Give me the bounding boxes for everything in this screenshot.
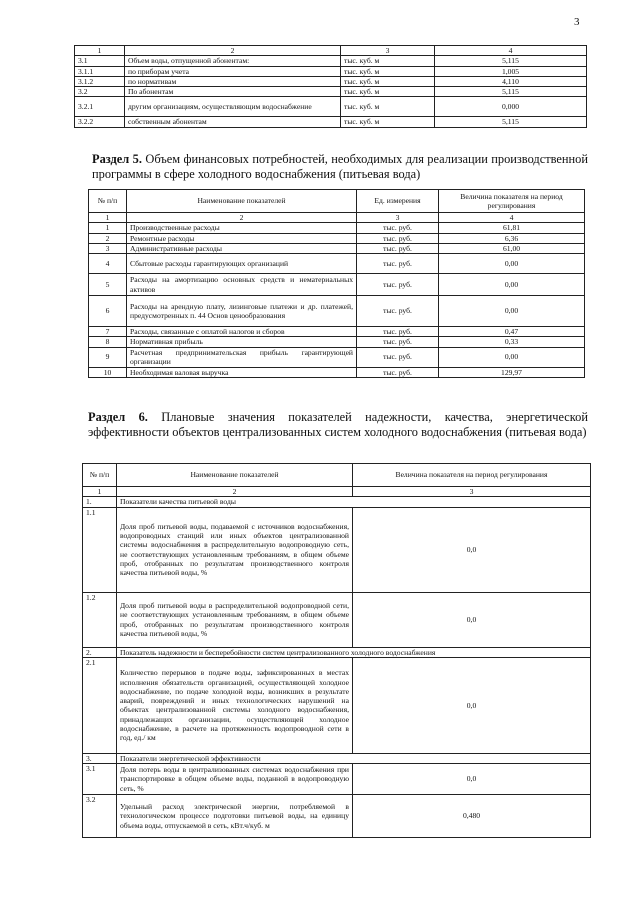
row-number: 1 [89, 223, 127, 233]
row-name: Сбытовые расходы гарантирующих организаций [127, 254, 357, 274]
row-value: 0,0 [353, 657, 591, 753]
row-value: 6,36 [439, 233, 585, 243]
table-row [89, 367, 585, 377]
row-number: 3.2.1 [75, 97, 125, 117]
table-row [75, 56, 587, 66]
row-name: Производственные расходы [127, 223, 357, 233]
row-number: 1.2 [83, 592, 117, 647]
row-number: 9 [89, 347, 127, 367]
table-cell: 3 [341, 46, 435, 56]
row-name: другим организациям, осуществляющим водоснабжение [125, 97, 341, 117]
row-name: Объем воды, отпущенной абонентам: [125, 56, 341, 66]
row-number: 10 [89, 367, 127, 377]
row-name: Доля проб питьевой воды, подаваемой с источников водоснабжения, водопроводных станций или иных объектов централизованной системы водоснабжения в распределительную водопроводную сеть, не соответствующих установленным требованиям, в общем объеме проб, отобранных по результатам производственного контроля качества питьевой воды, % [117, 507, 353, 592]
table-index-row [89, 213, 585, 223]
column-header: Величина показателя на период регулирования [353, 464, 591, 487]
financial-needs-table [88, 189, 585, 378]
row-unit: тыс. куб. м [341, 56, 435, 66]
table-row [89, 254, 585, 274]
row-unit: тыс. куб. м [341, 117, 435, 127]
table-cell: 3 [353, 487, 591, 497]
row-value: 5,115 [435, 117, 587, 127]
row-unit: тыс. куб. м [341, 97, 435, 117]
group-title: Показатель надежности и бесперебойности систем централизованного холодного водоснабжения [117, 647, 591, 657]
water-volume-table [74, 45, 587, 128]
table-row [83, 507, 591, 592]
row-name: Расходы на амортизацию основных средств и нематериальных активов [127, 274, 357, 296]
table-cell: 2 [125, 46, 341, 56]
row-number: 3 [89, 243, 127, 253]
row-unit: тыс. руб. [357, 296, 439, 327]
row-number: 1.1 [83, 507, 117, 592]
row-value: 4,110 [435, 76, 587, 86]
row-name: по приборам учета [125, 66, 341, 76]
section-6-label: Раздел 6. [88, 410, 148, 424]
table-cell: 2 [127, 213, 357, 223]
table-row [75, 76, 587, 86]
table-cell: 2 [117, 487, 353, 497]
row-number: 2. [83, 647, 117, 657]
row-name: Расчетная предпринимательская прибыль гарантирующей организации [127, 347, 357, 367]
row-value: 1,005 [435, 66, 587, 76]
column-header: Наименование показателей [127, 190, 357, 213]
table-row [89, 223, 585, 233]
table-cell: 4 [435, 46, 587, 56]
row-name: Расходы, связанные с оплатой налогов и сборов [127, 327, 357, 337]
row-unit: тыс. руб. [357, 367, 439, 377]
column-header: Ед. измерения [357, 190, 439, 213]
row-value: 0,00 [439, 254, 585, 274]
row-name: Нормативная прибыль [127, 337, 357, 347]
column-header: № п/п [83, 464, 117, 487]
table-row [89, 274, 585, 296]
row-number: 3.1 [75, 56, 125, 66]
row-value: 0,0 [353, 592, 591, 647]
page-number: 3 [574, 16, 580, 28]
row-number: 3.1 [83, 764, 117, 795]
section-5-label: Раздел 5. [92, 152, 142, 166]
row-value: 5,115 [435, 56, 587, 66]
table-row [83, 657, 591, 753]
reliability-indicators-table [82, 463, 591, 838]
table-header-row [83, 464, 591, 487]
row-number: 2 [89, 233, 127, 243]
column-header: Величина показателя на период регулирования [439, 190, 585, 213]
row-number: 3.2 [75, 87, 125, 97]
section-5-title: Объем финансовых потребностей, необходимых для реализации производственной программы в сфере холодного водоснабжения (питьевая вода) [92, 152, 588, 181]
row-unit: тыс. куб. м [341, 87, 435, 97]
row-value: 129,97 [439, 367, 585, 377]
table-group-row [83, 647, 591, 657]
row-number: 7 [89, 327, 127, 337]
row-name: Удельный расход электрической энергии, потребляемой в технологическом процессе подготовки питьевой воды, на единицу объема воды, отпускаемой в сеть, кВт.ч/куб. м [117, 795, 353, 838]
table-row [75, 66, 587, 76]
table-row [89, 233, 585, 243]
table-cell: 4 [439, 213, 585, 223]
row-value: 0,0 [353, 764, 591, 795]
row-number: 3.2.2 [75, 117, 125, 127]
row-number: 2.1 [83, 657, 117, 753]
table-header-row [89, 190, 585, 213]
row-number: 3.1.1 [75, 66, 125, 76]
table-row [89, 296, 585, 327]
row-name: Необходимая валовая выручка [127, 367, 357, 377]
table-row [75, 97, 587, 117]
row-name: По абонентам [125, 87, 341, 97]
row-name: Расходы на арендную плату, лизинговые платежи и др. платежей, предусмотренных п. 44 Основ ценообразования [127, 296, 357, 327]
table-row [75, 87, 587, 97]
row-number: 3.1.2 [75, 76, 125, 86]
row-unit: тыс. руб. [357, 347, 439, 367]
group-title: Показатели качества питьевой воды [117, 497, 591, 507]
table-cell: 1 [89, 213, 127, 223]
row-unit: тыс. руб. [357, 254, 439, 274]
row-unit: тыс. руб. [357, 223, 439, 233]
table-row [75, 117, 587, 127]
table-cell: 1 [83, 487, 117, 497]
row-value: 0,000 [435, 97, 587, 117]
table-index-row [75, 46, 587, 56]
row-unit: тыс. руб. [357, 274, 439, 296]
table-row [89, 243, 585, 253]
row-value: 0,47 [439, 327, 585, 337]
row-unit: тыс. руб. [357, 327, 439, 337]
row-value: 0,33 [439, 337, 585, 347]
table-cell: 1 [75, 46, 125, 56]
row-number: 3.2 [83, 795, 117, 838]
row-number: 3. [83, 753, 117, 763]
table-index-row [83, 487, 591, 497]
row-number: 8 [89, 337, 127, 347]
row-name: Доля потерь воды в централизованных системах водоснабжения при транспортировке в общем объеме воды, поданной в водопроводную сеть, % [117, 764, 353, 795]
row-name: по нормативам [125, 76, 341, 86]
section-5-heading [92, 152, 588, 182]
row-value: 0,00 [439, 347, 585, 367]
row-value: 61,00 [439, 243, 585, 253]
table-row [89, 347, 585, 367]
row-value: 0,0 [353, 507, 591, 592]
row-name: собственным абонентам [125, 117, 341, 127]
row-name: Административные расходы [127, 243, 357, 253]
row-unit: тыс. руб. [357, 337, 439, 347]
table-row [83, 764, 591, 795]
row-number: 6 [89, 296, 127, 327]
table-row [83, 795, 591, 838]
row-value: 0,00 [439, 274, 585, 296]
row-unit: тыс. руб. [357, 243, 439, 253]
group-title: Показатели энергетической эффективности [117, 753, 591, 763]
table-row [89, 327, 585, 337]
table-group-row [83, 753, 591, 763]
row-name: Ремонтные расходы [127, 233, 357, 243]
row-value: 61,81 [439, 223, 585, 233]
section-6-title: Плановые значения показателей надежности, качества, энергетической эффективности объектов централизованных систем холодного водоснабжения (питьевая вода) [88, 410, 588, 439]
column-header: Наименование показателей [117, 464, 353, 487]
table-row [89, 337, 585, 347]
table-row [83, 592, 591, 647]
row-name: Количество перерывов в подаче воды, зафиксированных в местах исполнения обязательств организацией, осуществляющей холодное водоснабжение, по подаче холодной воды, возникших в результате аварий, повреждений и иных технологических нарушений на объектах централизованной системы холодного водоснабжения, принадлежащих организации, осуществляющей холодное водоснабжение, в расчете на протяженность водопроводной сети в год, ед./ км [117, 657, 353, 753]
row-value: 0,00 [439, 296, 585, 327]
column-header: № п/п [89, 190, 127, 213]
row-unit: тыс. куб. м [341, 76, 435, 86]
row-number: 1. [83, 497, 117, 507]
row-unit: тыс. куб. м [341, 66, 435, 76]
row-value: 0,480 [353, 795, 591, 838]
row-unit: тыс. руб. [357, 233, 439, 243]
row-name: Доля проб питьевой воды в распределительной водопроводной сети, не соответствующих установленным требованиям, в общем объеме проб, отобранных по результатам производственного контроля качества питьевой воды, % [117, 592, 353, 647]
table-group-row [83, 497, 591, 507]
section-6-heading [88, 410, 588, 440]
row-value: 5,115 [435, 87, 587, 97]
row-number: 5 [89, 274, 127, 296]
row-number: 4 [89, 254, 127, 274]
table-cell: 3 [357, 213, 439, 223]
